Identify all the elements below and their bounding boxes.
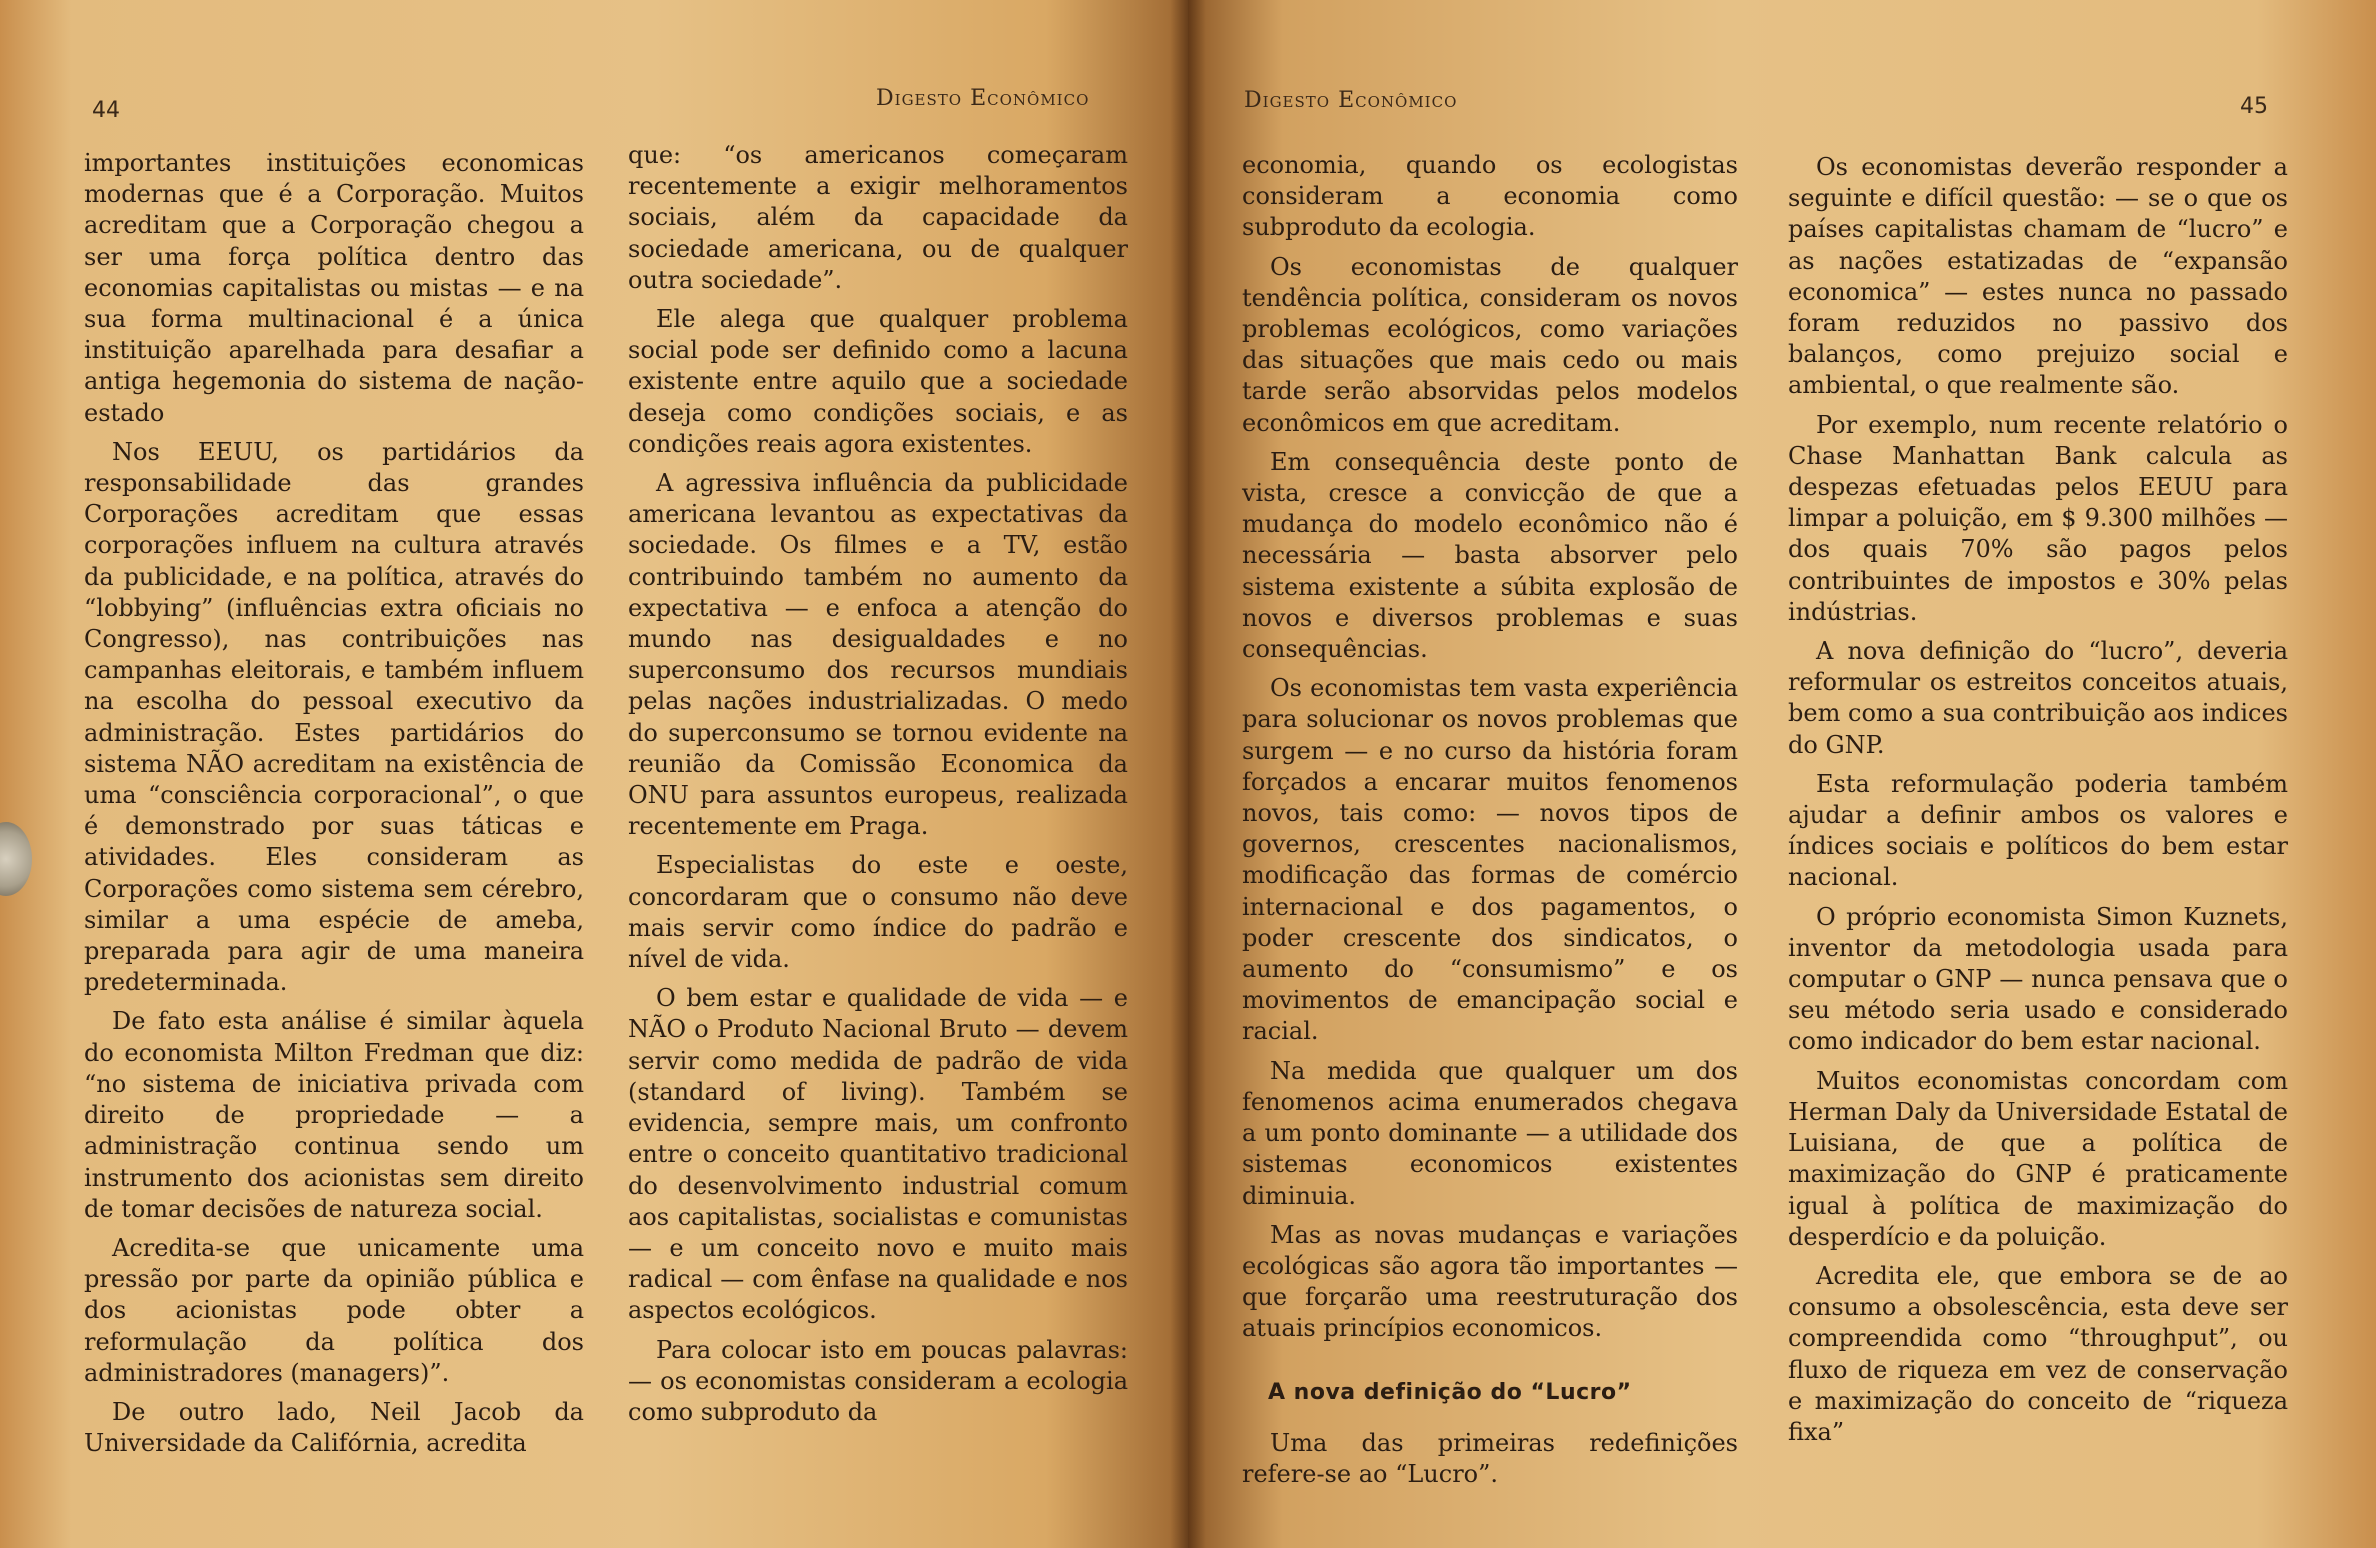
paragraph: Uma das primeiras redefinições refere-se ao “Lucro”. <box>1242 1428 1738 1488</box>
paragraph: que: “os americanos começaram recentemente a exigir melhoramentos sociais, além da capacidade da sociedade americana, ou de qualquer outra sociedade”. <box>628 141 1128 294</box>
paragraph: A nova definição do “lucro”, deveria reformular os estreitos conceitos atuais, bem como a sua contribuição aos indices do GNP. <box>1788 637 2288 759</box>
paragraph: Esta reformulação poderia também ajudar a definir ambos os valores e índices sociais e políticos do bem estar nacional. <box>1788 769 2288 892</box>
paragraph: importantes instituições economicas modernas que é a Corporação. Muitos acreditam que a Corporação chegou a ser uma força política dentro das economias capitalistas ou mistas — e na sua forma multinacional é a única instituição aparelhada para desafiar a antiga hegemonia do sistema de nação-estado <box>84 149 584 427</box>
paragraph: Na medida que qualquer um dos fenomenos acima enumerados chegava a um ponto dominante — a utilidade dos sistemas economicos existentes diminuia. <box>1242 1056 1738 1210</box>
page-number-right: 45 <box>2240 94 2268 119</box>
page-number-left: 44 <box>92 98 120 123</box>
paragraph: O próprio economista Simon Kuznets, inventor da metodologia usada para computar o GNP — nunca pensava que o seu método seria usado e considerado como indicador do bem estar nacional. <box>1788 902 2288 1056</box>
paragraph: Os economistas de qualquer tendência política, consideram os novos problemas ecológicos, como variações das situações que mais cedo ou mais tarde serão absorvidas pelos modelos econômicos em que acreditam. <box>1242 252 1738 437</box>
paragraph: Mas as novas mudanças e variações ecológicas são agora tão importantes — que forçarão uma reestruturação dos atuais princípios economicos. <box>1242 1220 1738 1343</box>
running-header-right: Digesto Econômico <box>1244 88 1458 113</box>
paragraph: De fato esta análise é similar àquela do economista Milton Fredman que diz: “no sistema de iniciativa privada com direito de propriedade — a administração continua sendo um instrumento dos acionistas sem direito de tomar decisões de natureza social. <box>84 1007 584 1223</box>
left-column-2 <box>628 140 1128 1436</box>
running-header-left: Digesto Econômico <box>876 86 1090 111</box>
paragraph: Por exemplo, num recente relatório o Chase Manhattan Bank calcula as despezas efetuadas pelos EEUU para limpar a poluição, em $ 9.300 milhões — dos quais 70% são pagos pelos contribuintes de impostos e 30% pelas indústrias. <box>1788 410 2288 626</box>
paragraph: De outro lado, Neil Jacob da Universidade da Califórnia, acredita <box>84 1397 584 1458</box>
book-gutter <box>1170 0 1206 1548</box>
paragraph: Os economistas tem vasta experiência para solucionar os novos problemas que surgem — e no curso da história foram forçados a encarar muitos fenomenos novos, tais como: — novos tipos de governos, crescentes nacionalismos, modificação das formas de comércio internacional e dos pagamentos, o poder crescente dos sindicatos, o aumento do “consumismo” e os movimentos de emancipação social e racial. <box>1242 674 1738 1046</box>
paragraph: Ele alega que qualquer problema social pode ser definido como a lacuna existente entre aquilo que a sociedade deseja como condições sociais, e as condições reais agora existentes. <box>628 305 1128 458</box>
right-column-1 <box>1242 150 1738 1498</box>
paragraph: Acredita-se que unicamente uma pressão por parte da opinião pública e dos acionistas pode obter a reformulação da política dos administradores (managers)”. <box>84 1233 584 1387</box>
right-column-2 <box>1788 152 2288 1456</box>
binding-hole-decoration <box>0 822 32 896</box>
paragraph: economia, quando os ecologistas consideram a economia como subproduto da ecologia. <box>1242 151 1738 242</box>
paragraph: Para colocar isto em poucas palavras: — os economistas consideram a ecologia como subproduto da <box>628 1335 1128 1426</box>
paragraph: Em consequência deste ponto de vista, cresce a convicção de que a mudança do modelo econômico não é necessária — basta absorver pelo sistema existente a súbita explosão de novos e diversos problemas e suas consequências. <box>1242 447 1738 664</box>
paragraph: Os economistas deverão responder a seguinte e difícil questão: — se o que os países capitalistas chamam de “lucro” e as nações estatizadas de “expansão economica” — estes nunca no passado foram reduzidos no passivo dos balanços, como prejuizo social e ambiental, o que realmente são. <box>1788 153 2288 400</box>
paragraph: Nos EEUU, os partidários da responsabilidade das grandes Corporações acreditam que essas corporações influem na cultura através da publicidade, e na política, através do “lobbying” (influências extra oficiais no Congresso), nas contribuições nas campanhas eleitorais, e também influem na escolha do pessoal executivo da administração. Estes partidários do sistema NÃO acreditam na existência de uma “consciência corporacional”, o que é demonstrado por suas táticas e atividades. Eles consideram as Corporações como sistema sem cérebro, similar a uma espécie de ameba, preparada para agir de uma maneira predeterminada. <box>84 437 584 997</box>
left-column-1 <box>84 148 584 1467</box>
right-page <box>1188 0 2376 1548</box>
paragraph: Muitos economistas concordam com Herman Daly da Universidade Estatal de Luisiana, de que a política de maximização do GNP é praticamente igual à política de maximização do desperdício e da poluição. <box>1788 1066 2288 1251</box>
paragraph: Acredita ele, que embora se de ao consumo a obsolescência, esta deve ser compreendida como “throughput”, ou fluxo de riqueza em vez de conservação e maximização do conceito de “riqueza fixa” <box>1788 1261 2288 1446</box>
section-heading: A nova definição do “Lucro” <box>1268 1379 1632 1405</box>
paragraph: A agressiva influência da publicidade americana levantou as expectativas da sociedade. Os filmes e a TV, estão contribuindo também no aumento da expectativa — e enfoca a atenção do mundo nas desigualdades e no superconsumo dos recursos mundiais pelas nações industrializadas. O medo do superconsumo se tornou evidente na reunião da Comissão Economica da ONU para assuntos europeus, realizada recentemente em Praga. <box>628 469 1128 841</box>
paragraph: Especialistas do este e oeste, concordaram que o consumo não deve mais servir como índice do padrão e nível de vida. <box>628 851 1128 974</box>
paragraph: O bem estar e qualidade de vida — e NÃO o Produto Nacional Bruto — devem servir como medida de padrão de vida (standard of living). Também se evidencia, sempre mais, um confronto entre o conceito quantitativo tradicional do desenvolvimento industrial comum aos capitalistas, socialistas e comunistas — e um conceito novo e muito mais radical — com ênfase na qualidade e nos aspectos ecológicos. <box>628 984 1128 1325</box>
